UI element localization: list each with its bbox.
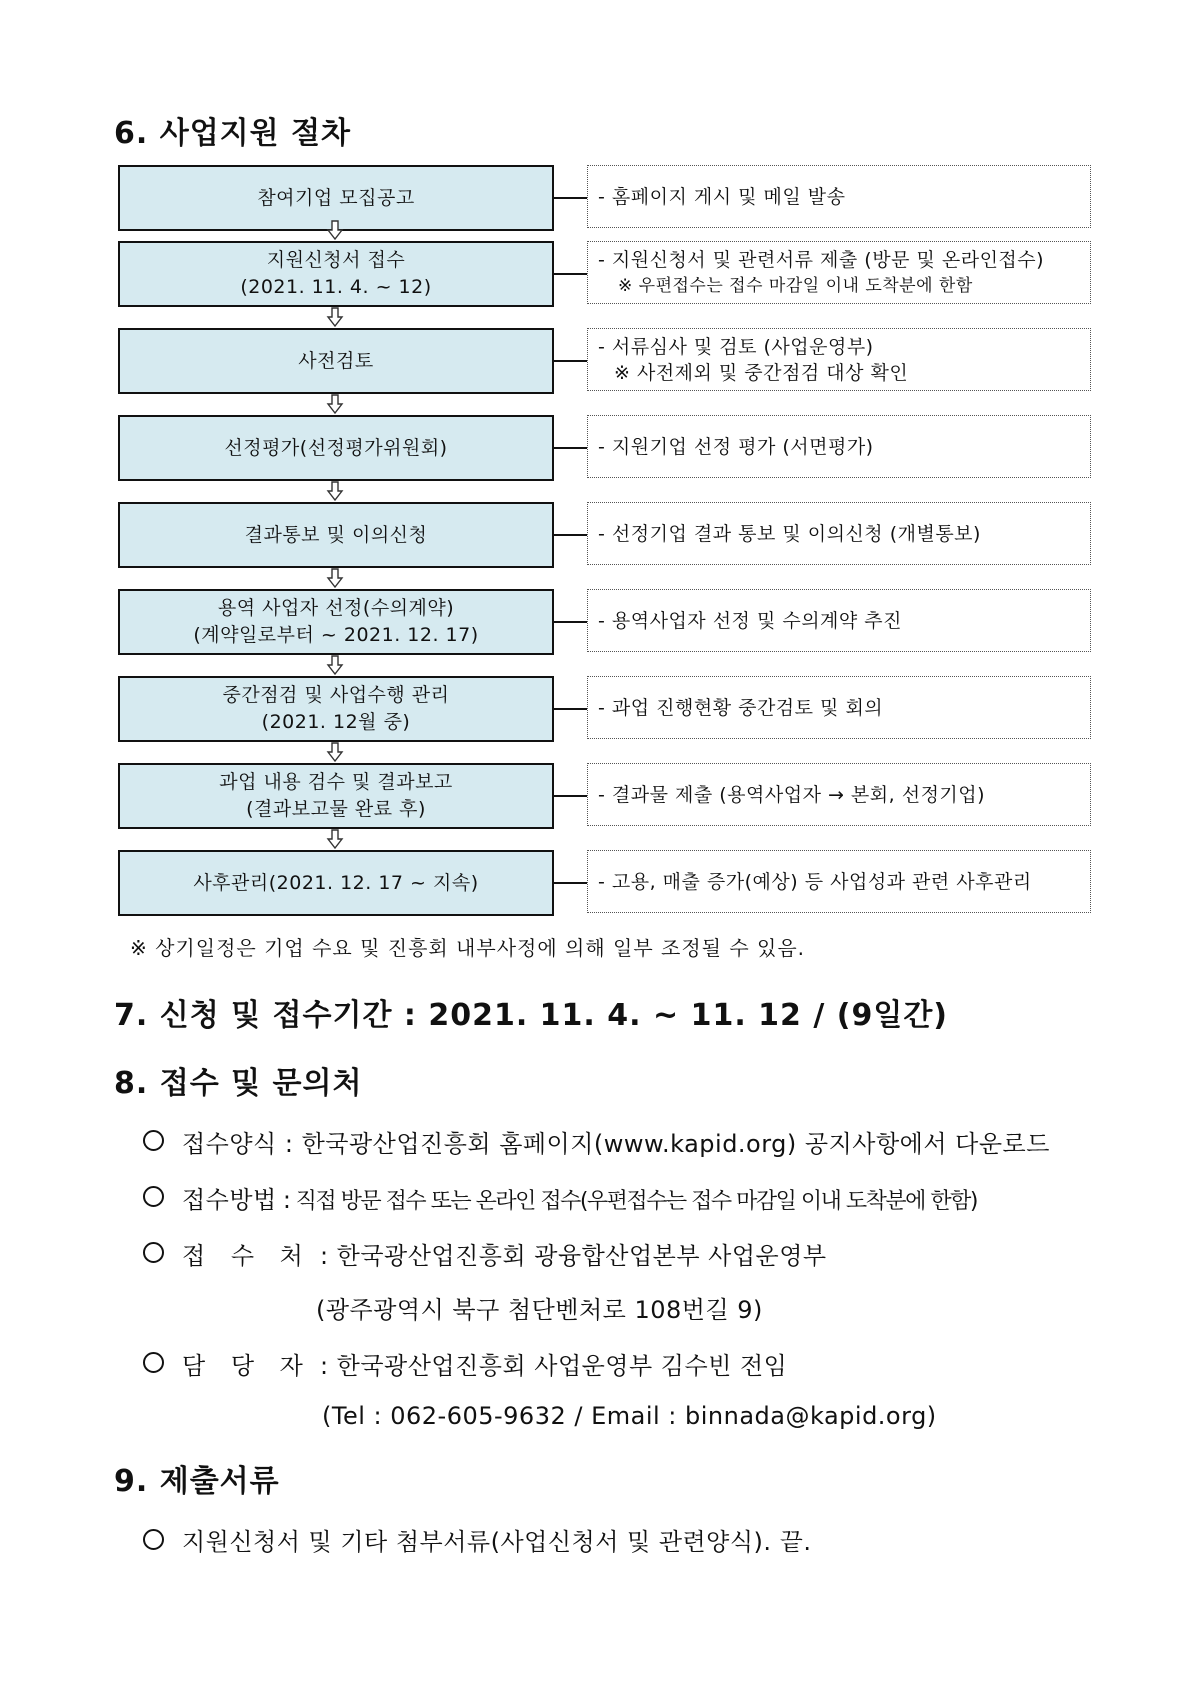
step-box-line: 사전검토	[298, 349, 374, 372]
contact-separator: :	[311, 1352, 337, 1380]
flow-step	[118, 763, 1093, 829]
contact-address: (광주광역시 북구 첨단벤처로 108번길 9)	[316, 1296, 763, 1324]
step-box-line: (2021. 11. 4. ~ 12)	[240, 276, 432, 298]
flow-step	[118, 676, 1093, 742]
process-flowchart	[118, 165, 1093, 915]
step-box-line: 사후관리(2021. 12. 17 ~ 지속)	[193, 871, 479, 894]
bullet-circle-icon	[143, 1529, 164, 1550]
section6-title: 6. 사업지원 절차	[114, 116, 352, 151]
connector-line	[554, 360, 587, 362]
down-arrow-icon	[326, 742, 344, 762]
step-box	[118, 502, 554, 568]
connector-line	[554, 197, 587, 199]
step-description	[587, 241, 1091, 304]
step-description	[587, 328, 1091, 391]
step-box-line: 용역 사업자 선정(수의계약)	[217, 597, 455, 619]
step-description-line: - 고용, 매출 증가(예상) 등 사업성과 관련 사후관리	[598, 870, 1032, 893]
step-description-line: - 용역사업자 선정 및 수의계약 추진	[598, 609, 903, 632]
connector-line	[554, 882, 587, 884]
step-box	[118, 850, 554, 916]
flow-step	[118, 165, 1093, 231]
contact-item	[182, 1124, 1050, 1159]
schedule-note: ※ 상기일정은 기업 수요 및 진흥회 내부사정에 의해 일부 조정될 수 있음.	[130, 936, 806, 960]
contact-phone-email: (Tel : 062-605-9632 / Email : binnada@kapid.org)	[322, 1402, 937, 1430]
connector-line	[554, 447, 587, 449]
step-box-line: 참여기업 모집공고	[257, 186, 415, 209]
step-box-line: 결과통보 및 이의신청	[244, 523, 428, 546]
contact-item	[182, 1236, 827, 1271]
step-description-line: - 과업 진행현황 중간검토 및 회의	[598, 696, 884, 719]
contact-value: 한국광산업진흥회 광융합산업본부 사업운영부	[336, 1242, 827, 1270]
contact-separator: :	[276, 1130, 302, 1158]
down-arrow-icon	[326, 481, 344, 501]
step-description	[587, 502, 1091, 565]
flow-step	[118, 502, 1093, 568]
bullet-circle-icon	[143, 1242, 164, 1263]
contact-separator: :	[311, 1242, 337, 1270]
step-description-line: - 지원기업 선정 평가 (서면평가)	[598, 435, 874, 458]
step-box-line: (2021. 12월 중)	[261, 711, 411, 733]
section8-title: 8. 접수 및 문의처	[114, 1066, 363, 1101]
bullet-circle-icon	[143, 1352, 164, 1373]
contact-item	[182, 1180, 977, 1215]
step-description	[587, 165, 1091, 228]
step-description	[587, 589, 1091, 652]
contact-value: 한국광산업진흥회 사업운영부 김수빈 전임	[336, 1352, 788, 1380]
contact-item	[182, 1346, 787, 1381]
flow-step	[118, 328, 1093, 394]
step-description-note: ※ 사전제외 및 중간점검 대상 확인	[614, 361, 909, 384]
flow-step	[118, 241, 1093, 307]
step-description	[587, 415, 1091, 478]
flow-step	[118, 850, 1093, 916]
step-box	[118, 763, 554, 829]
step-box-line: (계약일로부터 ~ 2021. 12. 17)	[193, 624, 479, 646]
step-description	[587, 676, 1091, 739]
connector-line	[554, 534, 587, 536]
step-box	[118, 589, 554, 655]
connector-line	[554, 708, 587, 710]
submission-item: 지원신청서 및 기타 첨부서류(사업신청서 및 관련양식). 끝.	[182, 1528, 812, 1556]
contact-separator: :	[276, 1186, 296, 1214]
contact-value: 직접 방문 접수 또는 온라인 접수(우편접수는 접수 마감일 이내 도착분에 한함)	[295, 1189, 978, 1214]
bullet-circle-icon	[143, 1186, 164, 1207]
down-arrow-icon	[326, 655, 344, 675]
flow-step	[118, 415, 1093, 481]
step-description-line: - 서류심사 및 검토 (사업운영부)	[598, 335, 874, 358]
step-description-line: - 지원신청서 및 관련서류 제출 (방문 및 온라인접수)	[598, 248, 1045, 271]
connector-line	[554, 621, 587, 623]
flow-step	[118, 589, 1093, 655]
down-arrow-icon	[326, 220, 344, 240]
step-description-line: - 선정기업 결과 통보 및 이의신청 (개별통보)	[598, 522, 981, 545]
section9-title: 9. 제출서류	[114, 1464, 280, 1499]
step-description-line: - 홈페이지 게시 및 메일 발송	[598, 185, 846, 208]
contact-value: 한국광산업진흥회 홈페이지(www.kapid.org) 공지사항에서 다운로드	[301, 1130, 1050, 1158]
down-arrow-icon	[326, 568, 344, 588]
contact-label: 접 수 처	[182, 1242, 312, 1270]
contact-label: 접수양식	[182, 1130, 277, 1158]
step-box	[118, 676, 554, 742]
contact-label: 담 당 자	[182, 1352, 312, 1380]
down-arrow-icon	[326, 394, 344, 414]
bullet-circle-icon	[143, 1130, 164, 1151]
step-description-note: ※ 우편접수는 접수 마감일 이내 도착분에 한함	[618, 275, 973, 296]
step-box-line: 선정평가(선정평가위원회)	[224, 436, 448, 459]
connector-line	[554, 273, 587, 275]
step-box-line: 중간점검 및 사업수행 관리	[222, 684, 450, 706]
step-description	[587, 850, 1091, 913]
step-box-line: (결과보고물 완료 후)	[246, 798, 426, 820]
step-box-line: 지원신청서 접수	[266, 249, 406, 271]
step-box	[118, 328, 554, 394]
step-description	[587, 763, 1091, 826]
step-box	[118, 241, 554, 307]
contact-label: 접수방법	[182, 1186, 277, 1214]
step-description-line: - 결과물 제출 (용역사업자 → 본회, 선정기업)	[598, 783, 986, 806]
connector-line	[554, 795, 587, 797]
section7-title: 7. 신청 및 접수기간 : 2021. 11. 4. ~ 11. 12 / (9일간)	[114, 998, 949, 1033]
step-box	[118, 415, 554, 481]
down-arrow-icon	[326, 829, 344, 849]
step-box-line: 과업 내용 검수 및 결과보고	[219, 771, 453, 793]
down-arrow-icon	[326, 307, 344, 327]
